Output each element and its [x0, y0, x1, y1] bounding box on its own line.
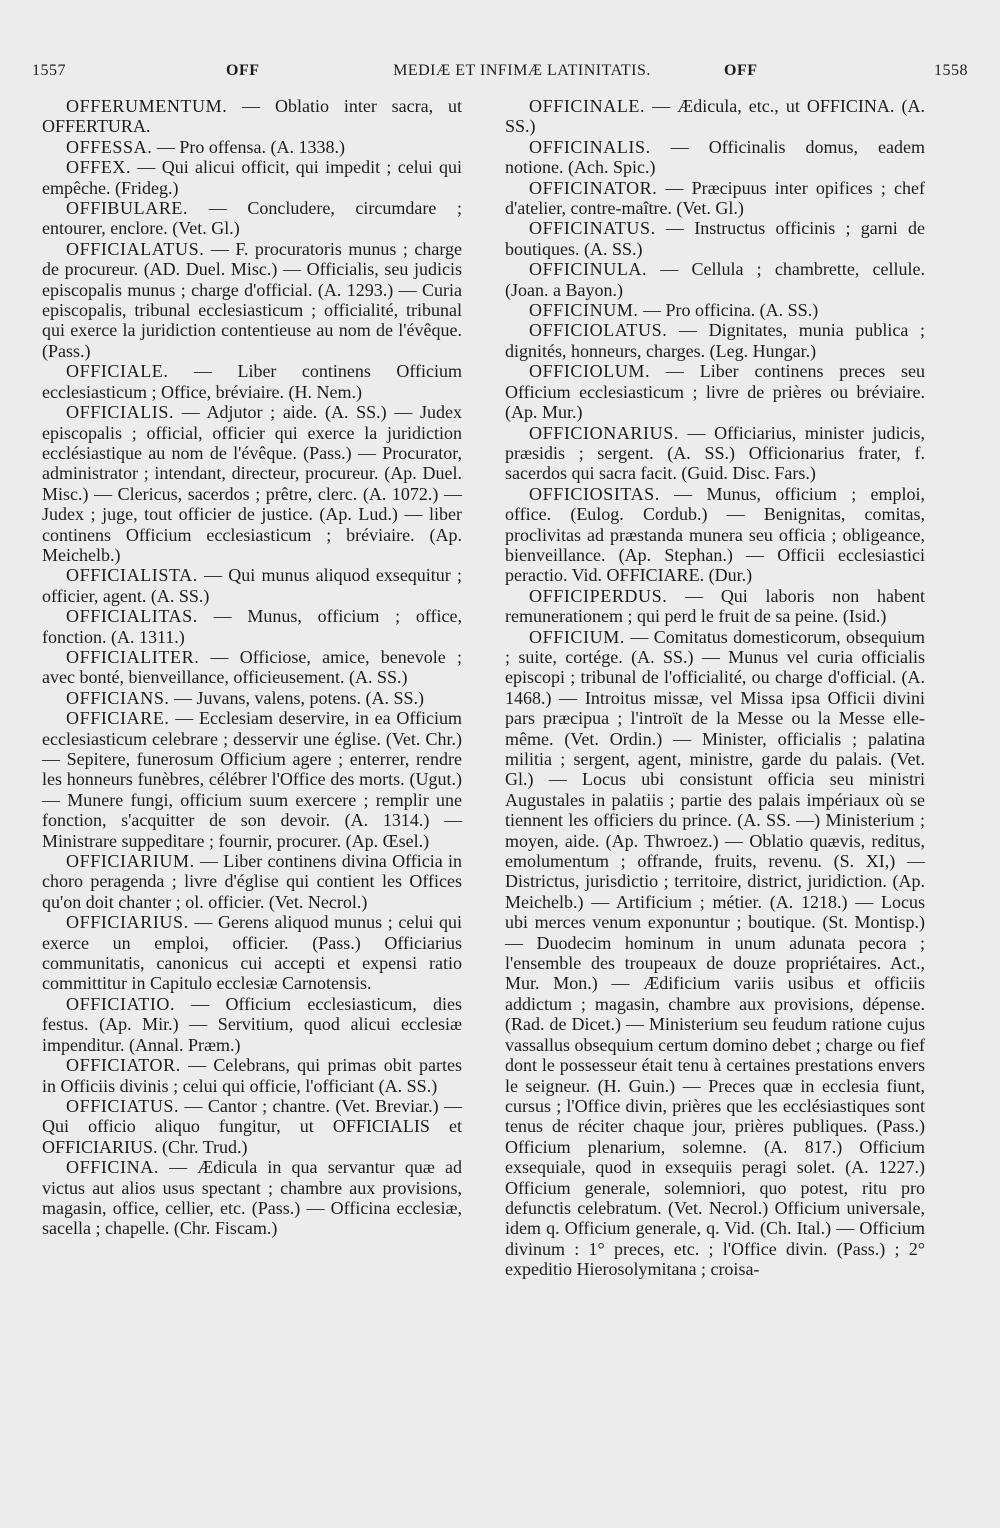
right-column	[505, 96, 925, 1280]
entry-definition: — Officiose, amice, benevole ; avec bonté, bienveillance, officieusement. (A. SS.)	[42, 646, 462, 688]
entry-headword: OFFICIALE.	[66, 361, 169, 382]
dictionary-entry	[42, 96, 462, 137]
dictionary-entry	[505, 361, 925, 422]
entry-headword: OFFICINA.	[66, 1157, 159, 1178]
entry-definition: — Qui laboris non habent remunerationem ; qui perd le fruit de sa peine. (Isid.)	[505, 585, 925, 627]
dictionary-entry	[42, 1096, 462, 1157]
dictionary-entry	[42, 239, 462, 361]
entry-headword: OFFICIATIO.	[66, 993, 176, 1014]
dictionary-entry	[505, 259, 925, 300]
dictionary-entry	[505, 96, 925, 137]
dictionary-entry	[42, 647, 462, 688]
entry-headword: OFFEX.	[66, 157, 132, 178]
entry-headword: OFFICIOLUM.	[529, 361, 651, 382]
dictionary-entry	[42, 708, 462, 851]
entry-headword: OFFICINALE.	[529, 96, 646, 116]
entry-headword: OFFICINALIS.	[529, 136, 651, 157]
entry-definition: — Officinalis domus, eadem notione. (Ach. Spic.)	[505, 136, 925, 178]
dictionary-entry	[42, 137, 462, 157]
entry-headword: OFFICIPERDUS.	[529, 585, 668, 606]
entry-definition: — Officium ecclesiasticum, dies festus. (Ap. Mir.) — Servitium, quod alicui ecclesiæ impenditur. (Annal. Præm.)	[42, 993, 462, 1055]
entry-headword: OFFERUMENTUM.	[66, 96, 228, 116]
entry-headword: OFFICIOSITAS.	[529, 483, 660, 504]
dictionary-entry	[42, 994, 462, 1055]
dictionary-entry	[42, 565, 462, 606]
entry-definition: — Cellula ; chambrette, cellule. (Joan. a Bayon.)	[505, 259, 925, 300]
dictionary-entry	[42, 1055, 462, 1096]
dictionary-entry	[505, 586, 925, 627]
entry-definition: — Pro offensa. (A. 1338.)	[152, 136, 345, 157]
entry-definition: — Liber continens divina Officia in choro peragenda ; livre d'église qui contient les Offices qu'on doit chanter ; ol. officier. (Vet. Necrol.)	[42, 851, 462, 912]
entry-headword: OFFICIATOR.	[66, 1055, 181, 1076]
entry-definition: — Liber continens Officium ecclesiasticum ; Office, bréviaire. (H. Nem.)	[42, 361, 462, 402]
entry-definition: — Ædicula in qua servantur quæ ad victus aut alios usus spectant ; chambre aux provisions, magasin, office, cellier, etc. (Pass.) — Officina ecclesiæ, sacella ; chapelle. (Chr. Fiscam.)	[42, 1157, 462, 1239]
entry-headword: OFFICIATUS.	[66, 1095, 180, 1116]
entry-definition: — Liber continens preces seu Officium ecclesiasticum ; livre de prières ou bréviaire. (Ap. Mur.)	[505, 361, 925, 423]
entry-headword: OFFICIALITER.	[66, 646, 200, 667]
entry-definition: — Officiarius, minister judicis, præsidis ; sergent. (A. SS.) Officionarius frater, f. sacerdos qui sacra facit. (Guid. Disc. Fars.)	[505, 422, 925, 484]
entry-headword: OFFICINATOR.	[529, 177, 658, 198]
dictionary-entry	[505, 627, 925, 1280]
page-number-right: 1558	[934, 62, 968, 79]
entry-headword: OFFICIOLATUS.	[529, 320, 668, 341]
entry-headword: OFFICIALIS.	[66, 402, 175, 423]
entry-headword: OFFIBULARE.	[66, 198, 189, 219]
entry-definition: — Gerens aliquod munus ; celui qui exerce un emploi, officier. (Pass.) Officiarius communitatis, canonicus cui accepti et expensi ratio committitur in Capitulo ecclesiæ Carnotensis.	[42, 912, 462, 994]
dictionary-entry	[42, 851, 462, 912]
dictionary-entry	[42, 1157, 462, 1239]
dictionary-entry	[505, 484, 925, 586]
entry-headword: OFFICINULA.	[529, 259, 648, 280]
entry-headword: OFFICINUM.	[529, 300, 639, 321]
entry-definition: — Oblatio inter sacra, ut OFFERTURA.	[42, 96, 462, 137]
entry-headword: OFFICIUM.	[529, 626, 625, 647]
entry-definition: — Munus, officium ; office, fonction. (A. 1311.)	[42, 606, 462, 647]
running-header	[32, 62, 968, 88]
entry-definition: — Cantor ; chantre. (Vet. Breviar.) — Qui officio aliquo fungitur, ut OFFICIALIS et OFFICIARIUS. (Chr. Trud.)	[42, 1095, 462, 1157]
entry-definition: — Munus, officium ; emploi, office. (Eulog. Cordub.) — Benignitas, comitas, proclivitas ad præstanda munera seu officia ; obligeance, bienveillance. (Ap. Stephan.) — Officii ecclesiastici peractio. Vid. OFFICIARE. (Dur.)	[505, 483, 925, 586]
entry-definition: — Qui alicui officit, qui impedit ; celui qui empêche. (Frideg.)	[42, 157, 462, 198]
entry-headword: OFFICINATUS.	[529, 218, 656, 239]
entry-headword: OFFICIARE.	[66, 708, 170, 729]
dictionary-entry	[42, 157, 462, 198]
entry-headword: OFFESSA.	[66, 136, 153, 157]
dictionary-entry	[505, 218, 925, 259]
running-title: MEDIÆ ET INFIMÆ LATINITATIS.	[393, 62, 651, 79]
entry-definition: — Qui munus aliquod exsequitur ; officier, agent. (A. SS.)	[42, 565, 462, 606]
entry-definition: — Juvans, valens, potens. (A. SS.)	[169, 687, 425, 708]
guide-word-left: OFF	[226, 62, 260, 79]
dictionary-entry	[505, 423, 925, 484]
entry-definition: — Adjutor ; aide. (A. SS.) — Judex episcopalis ; official, officier qui exerce la juridiction ecclésiastique au nom de l'évêque. (Pass.) — Procurator, administrator ; intendant, directeur, procureur. (Ap. Duel. Misc.) — Clericus, sacerdos ; prêtre, clerc. (A. 1072.) — Judex ; juge, tout officier de justice. (Ap. Lud.) — liber continens Officium ecclesiasticum ; bréviaire. (Ap. Meichelb.)	[42, 402, 462, 565]
entry-definition: — Pro officina. (A. SS.)	[638, 300, 819, 321]
entry-headword: OFFICIALITAS.	[66, 606, 198, 627]
guide-word-right: OFF	[724, 62, 758, 79]
dictionary-entry	[42, 361, 462, 402]
left-column	[42, 96, 462, 1239]
entry-headword: OFFICIARIUS.	[66, 912, 189, 933]
dictionary-entry	[42, 912, 462, 994]
dictionary-entry	[42, 606, 462, 647]
entry-headword: OFFICIANS.	[66, 687, 170, 708]
entry-headword: OFFICIARIUM.	[66, 851, 195, 872]
entry-definition: — Concludere, circumdare ; entourer, enclore. (Vet. Gl.)	[42, 198, 462, 239]
entry-definition: — Ædicula, etc., ut OFFICINA. (A. SS.)	[505, 96, 925, 137]
dictionary-entry	[42, 198, 462, 239]
entry-definition: — Ecclesiam deservire, in ea Officium ecclesiasticum celebrare ; desservir une église. (Vet. Chr.) — Sepitere, funerosum Officium agere ; enterrer, rendre les honneurs funèbres, célébrer l'Office des morts. (Ugut.) — Munere fungi, officium suum exercere ; remplir une fonction, s'acquitter de son devoir. (A. 1314.) — Ministrare suppeditare ; fournir, procurer. (Ap. Œsel.)	[42, 708, 462, 851]
dictionary-entry	[505, 178, 925, 219]
entry-headword: OFFICIALATUS.	[66, 238, 205, 259]
entry-definition: — Comitatus domesticorum, obsequium ; suite, cortége. (A. SS.) — Munus vel curia officialis episcopi ; tribunal de l'officialité, ou charge d'official. (A. 1468.) — Introitus missæ, vel Missa ipsa Officii divini pars præcipua ; l'introït de la Messe ou la Messe elle-même. (Vet. Ordin.) — Minister, officialis ; palatina militia ; sergent, agent, ministre, garde du palais. (Vet. Gl.) — Locus ubi consistunt officia seu ministri Augustales in palatiis ; partie des palais impériaux où se tiennent les officiers du prince. (A. SS. —) Ministerium ; moyen, aide. (Ap. Thwroez.) — Oblatio quævis, reditus, emolumentum ; offrande, fruits, revenu. (S. XI,) — Districtus, jurisdictio ; territoire, district, juridiction. (Ap. Meichelb.) — Artificium ; métier. (A. 1218.) — Locus ubi merces venum exponuntur ; boutique. (St. Montisp.) — Duodecim hominum in unum adunata pecora ; l'ensemble des troupeaux de douze propriétaires. Act., Mur. Mon.) — Ædificium variis usibus et officiis addictum ; magasin, chambre aux provisions, dépense. (Rad. de Dicet.) — Ministerium seu feudum ratione cujus vassallus obsequium certum domino debet ; charge ou fief dont le possesseur était tenu à certaines prestations envers le seigneur. (H. Guin.) — Preces quæ in ecclesia fiunt, cursus ; l'Office divin, prières que les ecclésiastiques sont tenus de réciter chaque jour, prières publiques. (Pass.) Officium plenarium, solemne. (A. 817.) Officium exsequiale, quod in exsequiis peragi solet. (A. 1227.) Officium generale, solemniori, quo potest, ritu pro defunctis celebratum. (Vet. Necrol.) Officium universale, idem q. Officium generale, q. Vid. (Ch. Ital.) — Officium divinum : 1° preces, etc. ; l'Office divin. (Pass.) ; 2° expeditio Hierosolymitana ; croisa-	[505, 626, 925, 1280]
entry-definition: — Præcipuus inter opifices ; chef d'atelier, contre-maître. (Vet. Gl.)	[505, 177, 925, 219]
dictionary-entry	[42, 688, 462, 708]
entry-headword: OFFICIONARIUS.	[529, 422, 679, 443]
page-number-left: 1557	[32, 62, 66, 79]
dictionary-entry	[42, 402, 462, 565]
dictionary-entry	[505, 137, 925, 178]
entry-definition: — F. procuratoris munus ; charge de procureur. (AD. Duel. Misc.) — Officialis, seu judicis episcopalis munus ; charge d'official. (A. 1293.) — Curia episcopalis, tribunal ecclesiasticum ; officialité, tribunal qui exerce la juridiction contentieuse au nom de l'évêque. (Pass.)	[42, 238, 462, 361]
entry-definition: — Celebrans, qui primas obit partes in Officiis divinis ; celui qui officie, l'officiant (A. SS.)	[42, 1055, 462, 1096]
dictionary-entry	[505, 320, 925, 361]
entry-definition: — Dignitates, munia publica ; dignités, honneurs, charges. (Leg. Hungar.)	[505, 320, 925, 361]
dictionary-entry	[505, 300, 925, 320]
entry-headword: OFFICIALISTA.	[66, 565, 198, 586]
entry-definition: — Instructus officinis ; garni de boutiques. (A. SS.)	[505, 218, 925, 259]
